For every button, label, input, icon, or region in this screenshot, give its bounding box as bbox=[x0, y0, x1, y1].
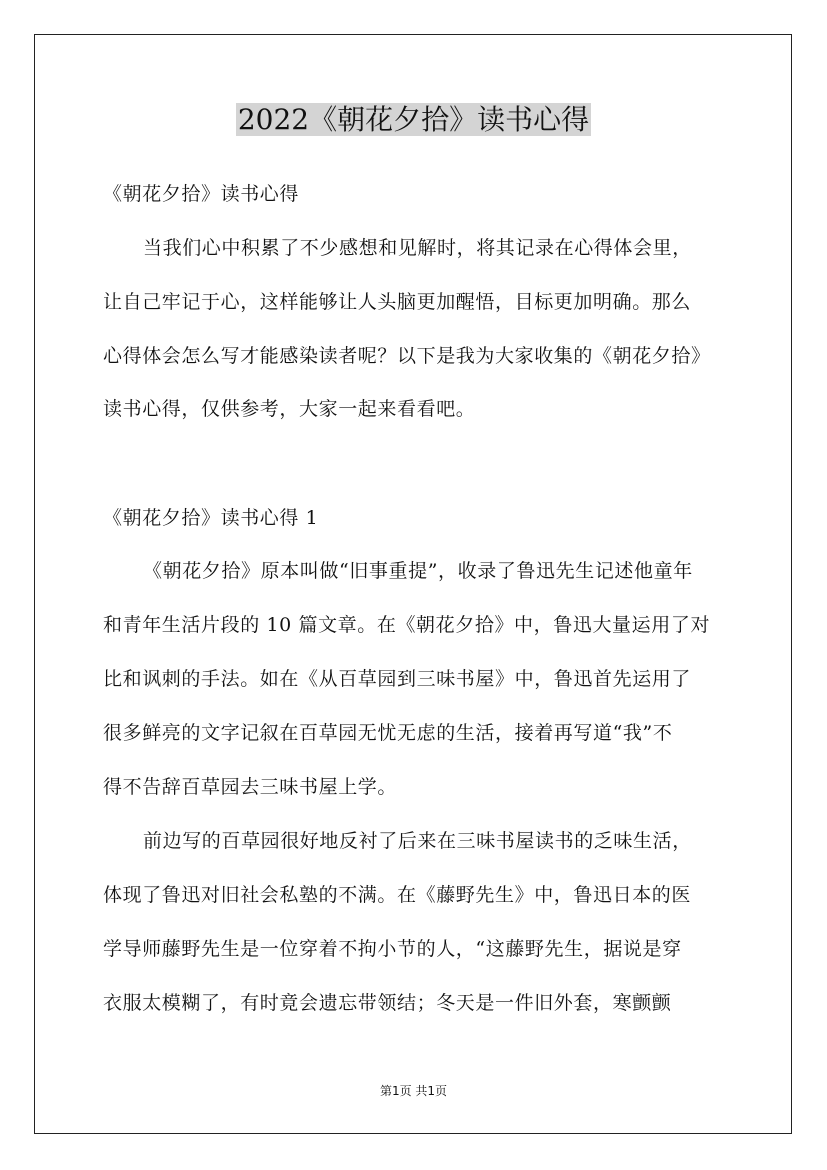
paragraph-line: 前边写的百草园很好地反衬了后来在三味书屋读书的乏味生活， bbox=[143, 830, 692, 852]
document-title: 2022《朝花夕拾》读书心得 bbox=[237, 103, 590, 136]
intro-line: 心得体会怎么写才能感染读者呢？以下是我为大家收集的《朝花夕拾》 bbox=[103, 345, 711, 367]
paragraph-line: 比和讽刺的手法。如在《从百草园到三味书屋》中，鲁迅首先运用了 bbox=[103, 668, 692, 690]
page-number: 第1页 共1页 bbox=[379, 1084, 448, 1098]
paragraph-line: 《朝花夕拾》原本叫做“旧事重提”，收录了鲁迅先生记述他童年 bbox=[143, 560, 693, 582]
paragraph-line: 学导师藤野先生是一位穿着不拘小节的人，“这藤野先生，据说是穿 bbox=[103, 938, 682, 960]
section-heading: 《朝花夕拾》读书心得 1 bbox=[103, 507, 319, 529]
intro-line: 当我们心中积累了不少感想和见解时，将其记录在心得体会里， bbox=[143, 237, 692, 259]
paragraph-line: 和青年生活片段的 10 篇文章。在《朝花夕拾》中，鲁迅大量运用了对 bbox=[103, 614, 711, 636]
intro-line: 让自己牢记于心，这样能够让人头脑更加醒悟，目标更加明确。那么 bbox=[103, 291, 692, 313]
paragraph-line: 衣服太模糊了，有时竟会遗忘带领结；冬天是一件旧外套，寒颤颤 bbox=[103, 992, 672, 1014]
paragraph-line: 得不告辞百草园去三味书屋上学。 bbox=[103, 776, 398, 798]
paragraph-line: 体现了鲁迅对旧社会私塾的不满。在《藤野先生》中，鲁迅日本的医 bbox=[103, 884, 692, 906]
intro-line: 读书心得，仅供参考，大家一起来看看吧。 bbox=[103, 398, 476, 420]
paragraph-line: 很多鲜亮的文字记叙在百草园无忧无虑的生活，接着再写道“我”不 bbox=[103, 722, 673, 744]
document-subtitle: 《朝花夕拾》读书心得 bbox=[103, 183, 300, 205]
